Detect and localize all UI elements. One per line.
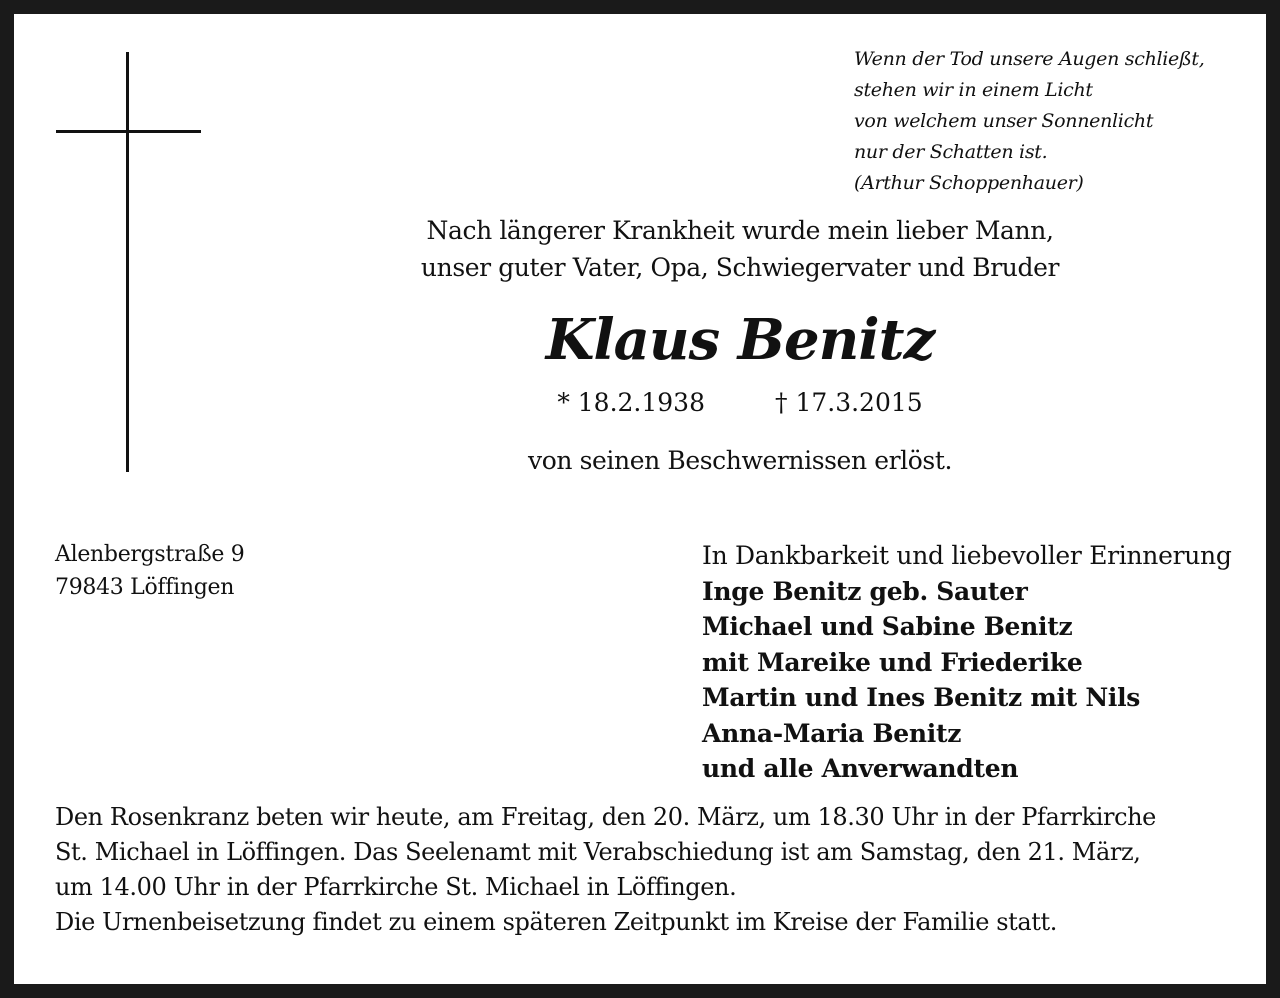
intro-line: Nach längerer Krankheit wurde mein lieber Mann, — [426, 216, 1054, 245]
cross-icon-horizontal — [56, 130, 201, 133]
service-line: um 14.00 Uhr in der Pfarrkirche St. Michael in Löffingen. — [55, 873, 737, 901]
closing-line: von seinen Beschwernissen erlöst. — [527, 446, 953, 475]
quote-block — [854, 44, 1254, 199]
mourner-name: Anna-Maria Benitz — [702, 718, 962, 748]
quote-line: nur der Schatten ist. — [854, 141, 1048, 163]
obituary-notice — [14, 14, 1266, 984]
cross-icon-vertical — [126, 52, 129, 472]
address-block — [55, 538, 244, 604]
deceased-name: Klaus Benitz — [545, 307, 935, 373]
birth-date: * 18.2.1938 — [557, 388, 705, 417]
mourner-name: Martin und Ines Benitz mit Nils — [702, 683, 1141, 712]
mourners-heading: In Dankbarkeit und liebevoller Erinnerung — [702, 541, 1232, 570]
intro-line: unser guter Vater, Opa, Schwiegervater und Bruder — [420, 253, 1060, 282]
quote-line: von welchem unser Sonnenlicht — [854, 110, 1154, 132]
mourner-name: Inge Benitz geb. Sauter — [702, 576, 1028, 606]
quote-line: stehen wir in einem Licht — [854, 79, 1093, 101]
intro-text — [340, 212, 1140, 286]
service-info — [55, 800, 1156, 940]
mourner-name: Michael und Sabine Benitz — [702, 612, 1073, 641]
service-line: Den Rosenkranz beten wir heute, am Freitag, den 20. März, um 18.30 Uhr in der Pfarrkirche — [55, 803, 1156, 831]
mourner-name: und alle Anverwandten — [702, 754, 1019, 783]
address-city: 79843 Löffingen — [55, 575, 235, 600]
mourner-name: mit Mareike und Friederike — [702, 647, 1083, 677]
mourners-block — [702, 538, 1232, 787]
service-line: St. Michael in Löffingen. Das Seelenamt mit Verabschiedung ist am Samstag, den 21. März, — [55, 838, 1141, 866]
quote-line: Wenn der Tod unsere Augen schließt, — [854, 48, 1205, 70]
quote-author: (Arthur Schoppenhauer) — [854, 172, 1084, 194]
life-dates — [340, 386, 1140, 420]
death-date: † 17.3.2015 — [775, 388, 923, 417]
service-line: Die Urnenbeisetzung findet zu einem späteren Zeitpunkt im Kreise der Familie statt. — [55, 908, 1058, 936]
address-street: Alenbergstraße 9 — [55, 542, 245, 567]
